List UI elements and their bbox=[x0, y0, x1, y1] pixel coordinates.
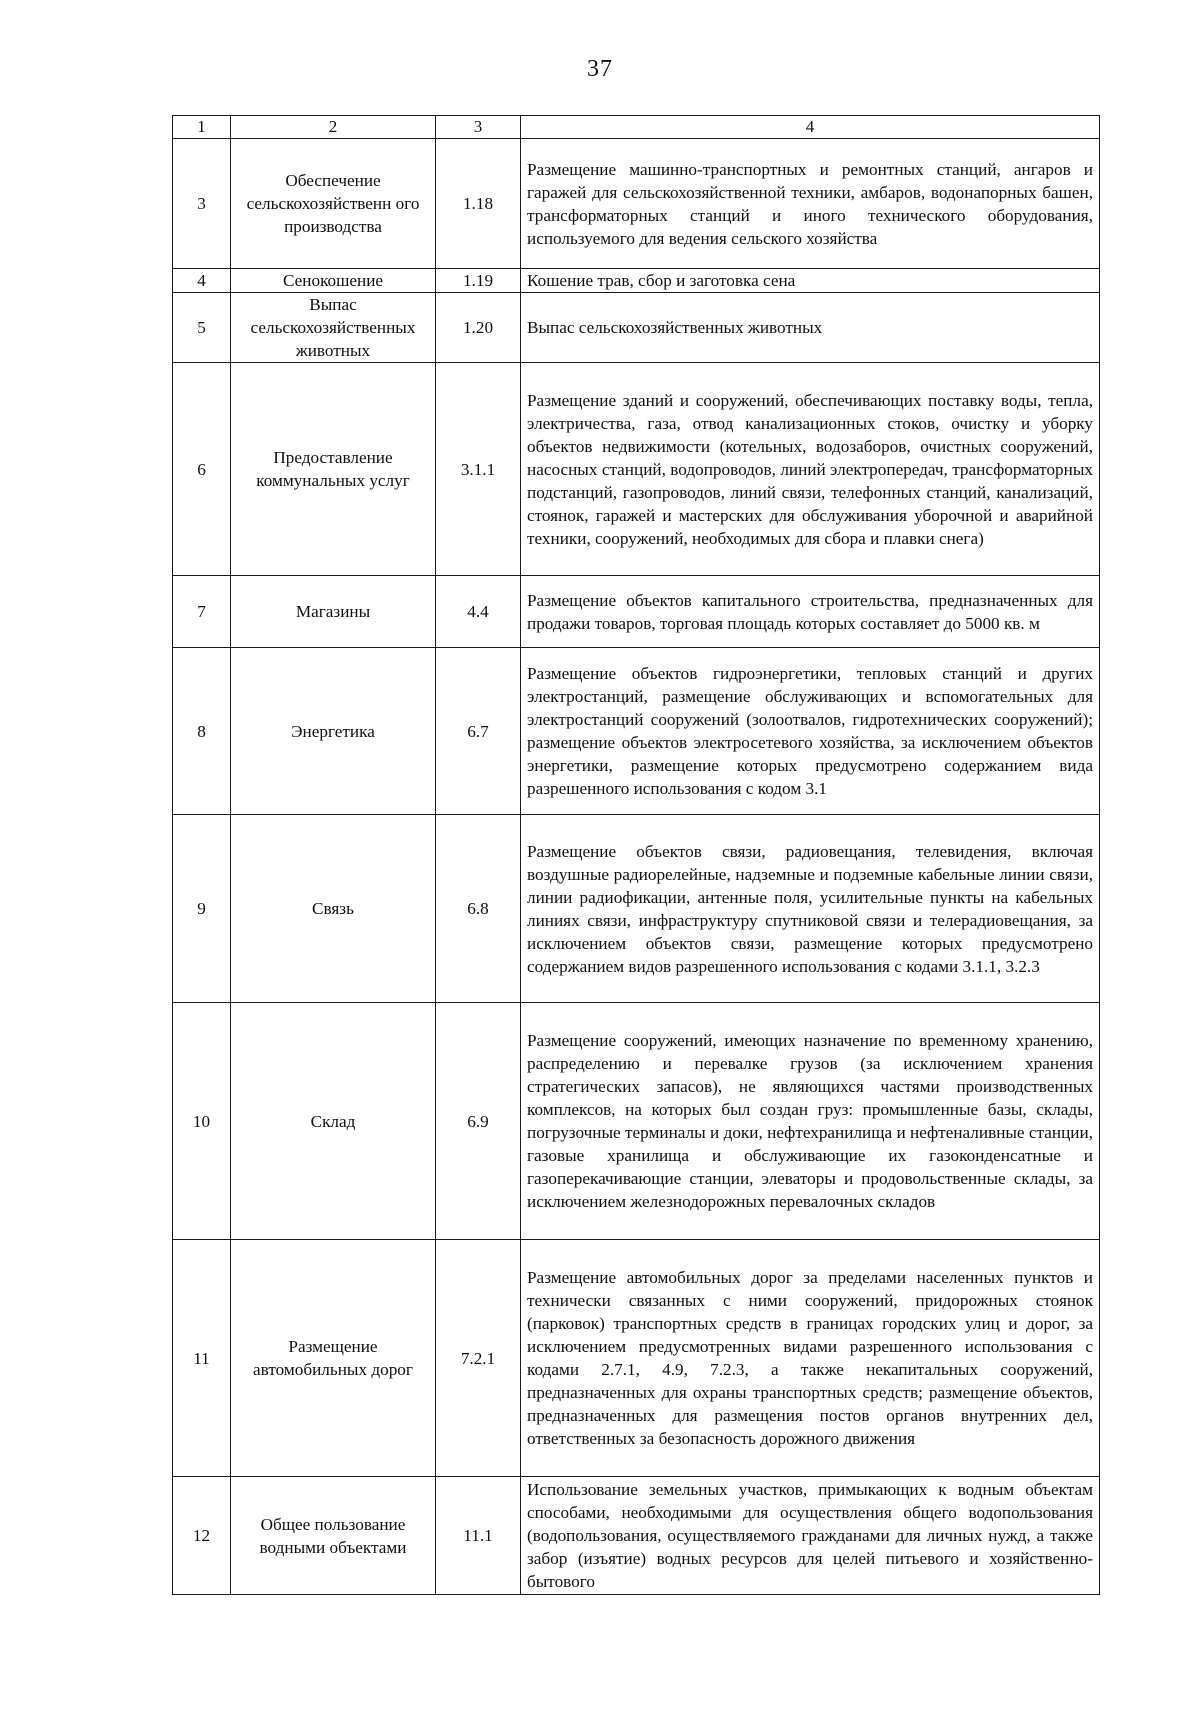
row-number: 10 bbox=[173, 1003, 231, 1240]
use-type-name: Связь bbox=[231, 815, 436, 1003]
row-number: 8 bbox=[173, 648, 231, 815]
page-number: 37 bbox=[587, 56, 613, 82]
row-number: 9 bbox=[173, 815, 231, 1003]
use-type-name: Магазины bbox=[231, 576, 436, 648]
use-type-description: Размещение объектов связи, радиовещания, телевидения, включая воздушные радиорелейные, надземные и подземные кабельные линии связи, линии радиофикации, антенные поля, усилительные пункты на кабельных линиях связи, инфраструктуру спутниковой связи и телерадиовещания, за исключением объектов связи, размещение которых предусмотрено содержанием видов разрешенного использования с кодами 3.1.1, 3.2.3 bbox=[521, 815, 1100, 1003]
use-type-description: Размещение зданий и сооружений, обеспечивающих поставку воды, тепла, электричества, газа, отвод канализационных стоков, очистку и уборку объектов недвижимости (котельных, водозаборов, очистных сооружений, насосных станций, водопроводов, линий электропередач, трансформаторных подстанций, газопроводов, линий связи, телефонных станций, канализаций, стоянок, гаражей и мастерских для обслуживания уборочной и аварийной техники, сооружений, необходимых для сбора и плавки снега) bbox=[521, 363, 1100, 576]
table-row bbox=[173, 269, 1100, 293]
use-type-code: 1.19 bbox=[436, 269, 521, 293]
use-type-description: Использование земельных участков, примыкающих к водным объектам способами, необходимыми для осуществления общего водопользования (водопользования, осуществляемого гражданами для личных нужд, а также забор (изъятие) водных ресурсов для целей питьевого и хозяйственно-бытового bbox=[521, 1477, 1100, 1595]
use-type-code: 1.18 bbox=[436, 139, 521, 269]
use-type-code: 6.7 bbox=[436, 648, 521, 815]
use-type-description: Кошение трав, сбор и заготовка сена bbox=[521, 269, 1100, 293]
use-type-name: Размещение автомобильных дорог bbox=[231, 1240, 436, 1477]
table-row bbox=[173, 648, 1100, 815]
table-row bbox=[173, 139, 1100, 269]
header-cell: 4 bbox=[521, 116, 1100, 139]
use-type-name: Склад bbox=[231, 1003, 436, 1240]
use-type-code: 6.9 bbox=[436, 1003, 521, 1240]
row-number: 3 bbox=[173, 139, 231, 269]
header-cell: 1 bbox=[173, 116, 231, 139]
use-type-code: 6.8 bbox=[436, 815, 521, 1003]
use-type-name: Энергетика bbox=[231, 648, 436, 815]
use-type-code: 11.1 bbox=[436, 1477, 521, 1595]
use-type-description: Выпас сельскохозяйственных животных bbox=[521, 293, 1100, 363]
table-row bbox=[173, 1003, 1100, 1240]
use-type-name: Выпас сельскохозяйственных животных bbox=[231, 293, 436, 363]
use-type-code: 3.1.1 bbox=[436, 363, 521, 576]
use-type-description: Размещение автомобильных дорог за пределами населенных пунктов и технически связанных с ними сооружений, придорожных стоянок (парковок) транспортных средств в границах городских улиц и дорог, за исключением предусмотренных видами разрешенного использования с кодами 2.7.1, 4.9, 7.2.3, а также некапитальных сооружений, предназначенных для охраны транспортных средств; размещение объектов, предназначенных для размещения постов органов внутренних дел, ответственных за безопасность дорожного движения bbox=[521, 1240, 1100, 1477]
use-type-name: Общее пользование водными объектами bbox=[231, 1477, 436, 1595]
table-row bbox=[173, 293, 1100, 363]
table-row bbox=[173, 1477, 1100, 1595]
row-number: 7 bbox=[173, 576, 231, 648]
use-type-description: Размещение сооружений, имеющих назначение по временному хранению, распределению и перевалке грузов (за исключением хранения стратегических запасов), не являющихся частями производственных комплексов, на которых был создан груз: промышленные базы, склады, погрузочные терминалы и доки, нефтехранилища и нефтеналивные станции, газовые хранилища и обслуживающие их газоконденсатные и газоперекачивающие станции, элеваторы и продовольственные склады, за исключением железнодорожных перевалочных складов bbox=[521, 1003, 1100, 1240]
table-row bbox=[173, 1240, 1100, 1477]
table-row bbox=[173, 576, 1100, 648]
row-number: 6 bbox=[173, 363, 231, 576]
use-type-code: 7.2.1 bbox=[436, 1240, 521, 1477]
row-number: 11 bbox=[173, 1240, 231, 1477]
use-type-code: 1.20 bbox=[436, 293, 521, 363]
use-type-description: Размещение объектов гидроэнергетики, тепловых станций и других электростанций, размещение обслуживающих и вспомогательных для электростанций сооружений (золоотвалов, гидротехнических сооружений); размещение объектов электросетевого хозяйства, за исключением объектов энергетики, размещение которых предусмотрено содержанием вида разрешенного использования с кодом 3.1 bbox=[521, 648, 1100, 815]
use-type-name: Предоставление коммунальных услуг bbox=[231, 363, 436, 576]
table-row bbox=[173, 363, 1100, 576]
use-type-description: Размещение машинно-транспортных и ремонтных станций, ангаров и гаражей для сельскохозяйственной техники, амбаров, водонапорных башен, трансформаторных станций и иного технического оборудования, используемого для ведения сельского хозяйства bbox=[521, 139, 1100, 269]
land-use-table bbox=[172, 115, 1100, 1595]
table-header-row bbox=[173, 116, 1100, 139]
use-type-name: Обеспечение сельскохозяйственн ого производства bbox=[231, 139, 436, 269]
table-row bbox=[173, 815, 1100, 1003]
row-number: 5 bbox=[173, 293, 231, 363]
use-type-name: Сенокошение bbox=[231, 269, 436, 293]
header-cell: 2 bbox=[231, 116, 436, 139]
use-type-code: 4.4 bbox=[436, 576, 521, 648]
use-type-description: Размещение объектов капитального строительства, предназначенных для продажи товаров, торговая площадь которых составляет до 5000 кв. м bbox=[521, 576, 1100, 648]
header-cell: 3 bbox=[436, 116, 521, 139]
row-number: 12 bbox=[173, 1477, 231, 1595]
row-number: 4 bbox=[173, 269, 231, 293]
